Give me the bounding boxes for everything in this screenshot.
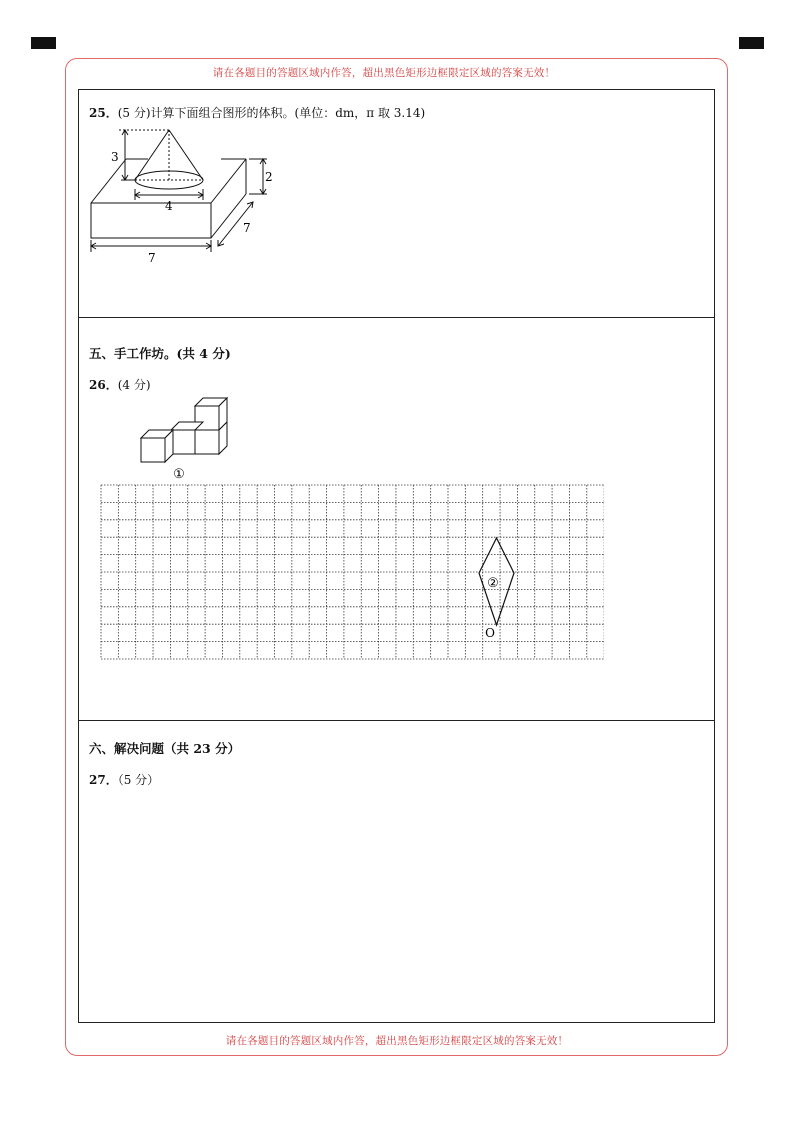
question-26-points: (4 分): [117, 378, 151, 392]
warning-text-bottom: 请在各题目的答题区域内作答，超出黑色矩形边框限定区域的答案无效！: [225, 1035, 569, 1047]
composite-solid-figure: [85, 128, 285, 268]
dotted-grid-paper[interactable]: [100, 484, 604, 662]
question-27-points: （5 分）: [117, 773, 160, 787]
registration-mark-left: [31, 37, 56, 49]
warning-text-top: 请在各题目的答题区域内作答，超出黑色矩形边框限定区域的答案无效！: [212, 67, 556, 79]
question-25-area[interactable]: [78, 89, 715, 317]
label-box-width: 7: [148, 251, 156, 265]
section-5-title: 五、手工作坊。(共 4 分): [89, 346, 231, 361]
question-27-number: 27．: [89, 773, 118, 787]
label-cone-height: 3: [111, 150, 119, 164]
question-25-title: [89, 104, 425, 121]
registration-mark-right: [739, 37, 764, 49]
question-25-number: 25．: [89, 106, 118, 120]
question-26-title: [89, 376, 151, 393]
question-27-area[interactable]: [78, 720, 715, 1023]
label-box-depth: 7: [243, 221, 251, 235]
question-27-title: [89, 771, 159, 788]
figure-2-label: ②: [487, 576, 499, 591]
section-6-title: 六、解决问题（共 23 分）: [89, 741, 241, 756]
point-o-label: O: [485, 626, 495, 640]
question-25-text: (5 分)计算下面组合图形的体积。(单位：dm，π 取 3.14): [117, 106, 426, 120]
label-box-height: 2: [265, 170, 273, 184]
label-cone-diameter: 4: [165, 199, 173, 213]
question-26-area[interactable]: [78, 317, 715, 720]
cube-stack-figure: [137, 396, 247, 480]
figure-1-label: ①: [173, 467, 185, 480]
question-26-number: 26．: [89, 378, 118, 392]
